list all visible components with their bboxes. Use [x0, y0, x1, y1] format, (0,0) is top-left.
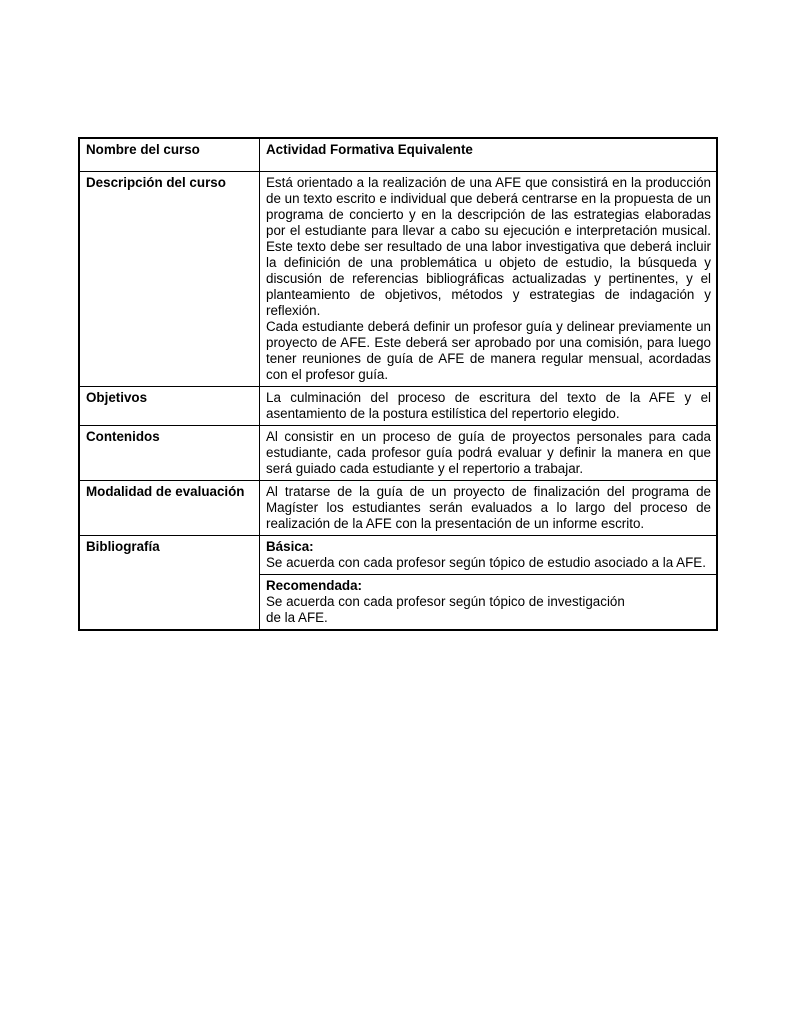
bibliografia-recomendada-text-line1: Se acuerda con cada profesor según tópico de investigación: [266, 594, 625, 609]
row-label-descripcion-del-curso: Descripción del curso: [79, 172, 260, 387]
table-row-nombre: [79, 138, 717, 172]
descripcion-paragraph-1: Está orientado a la realización de una AFE que consistirá en la producción de un texto escrito e individual que deberá centrarse en la propuesta de un programa de concierto y en la descripción de las estrategias elaboradas por el estudiante para llevar a cabo su ejecución e interpretación musical. Este texto debe ser resultado de una labor investigativa que deberá incluir la definición de una problemática u objeto de estudio, la búsqueda y discusión de referencias bibliográficas actualizadas y pertinentes, y el planteamiento de objetivos, métodos y estrategias de indagación y reflexión.: [266, 175, 711, 318]
row-label-nombre-del-curso: Nombre del curso: [79, 138, 260, 172]
table-row-contenidos: [79, 426, 717, 481]
course-info-table: [78, 137, 718, 631]
table-row-objetivos: [79, 387, 717, 426]
table-row-modalidad: [79, 481, 717, 536]
table-row-descripcion: [79, 172, 717, 387]
row-label-bibliografia: Bibliografía: [79, 536, 260, 631]
descripcion-paragraph-2: Cada estudiante deberá definir un profesor guía y delinear previamente un proyecto de AFE. Este deberá ser aprobado por una comisión, para luego tener reuniones de guía de AFE de manera regular mensual, acordadas con el profesor guía.: [266, 319, 711, 382]
cell-objetivos-value: La culminación del proceso de escritura del texto de la AFE y el asentamiento de la postura estilística del repertorio elegido.: [260, 387, 718, 426]
row-label-contenidos: Contenidos: [79, 426, 260, 481]
table-row-bibliografia-basica: [79, 536, 717, 575]
cell-descripcion-value: [260, 172, 718, 387]
row-label-objetivos: Objetivos: [79, 387, 260, 426]
row-label-modalidad-de-evaluacion: Modalidad de evaluación: [79, 481, 260, 536]
bibliografia-recomendada-text-line2: de la AFE.: [266, 610, 328, 625]
cell-modalidad-value: Al tratarse de la guía de un proyecto de finalización del programa de Magíster los estudiantes serán evaluados a lo largo del proceso de realización de la AFE con la presentación de un informe escrito.: [260, 481, 718, 536]
bibliografia-basica-title: Básica:: [266, 539, 314, 554]
cell-nombre-value: Actividad Formativa Equivalente: [260, 138, 718, 172]
bibliografia-basica-text: Se acuerda con cada profesor según tópico de estudio asociado a la AFE.: [266, 555, 706, 570]
cell-bibliografia-basica: [260, 536, 718, 575]
cell-contenidos-value: Al consistir en un proceso de guía de proyectos personales para cada estudiante, cada profesor guía podrá evaluar y definir la manera en que será guiado cada estudiante y el repertorio a trabajar.: [260, 426, 718, 481]
bibliografia-recomendada-title: Recomendada:: [266, 578, 362, 593]
cell-bibliografia-recomendada: [260, 575, 718, 631]
